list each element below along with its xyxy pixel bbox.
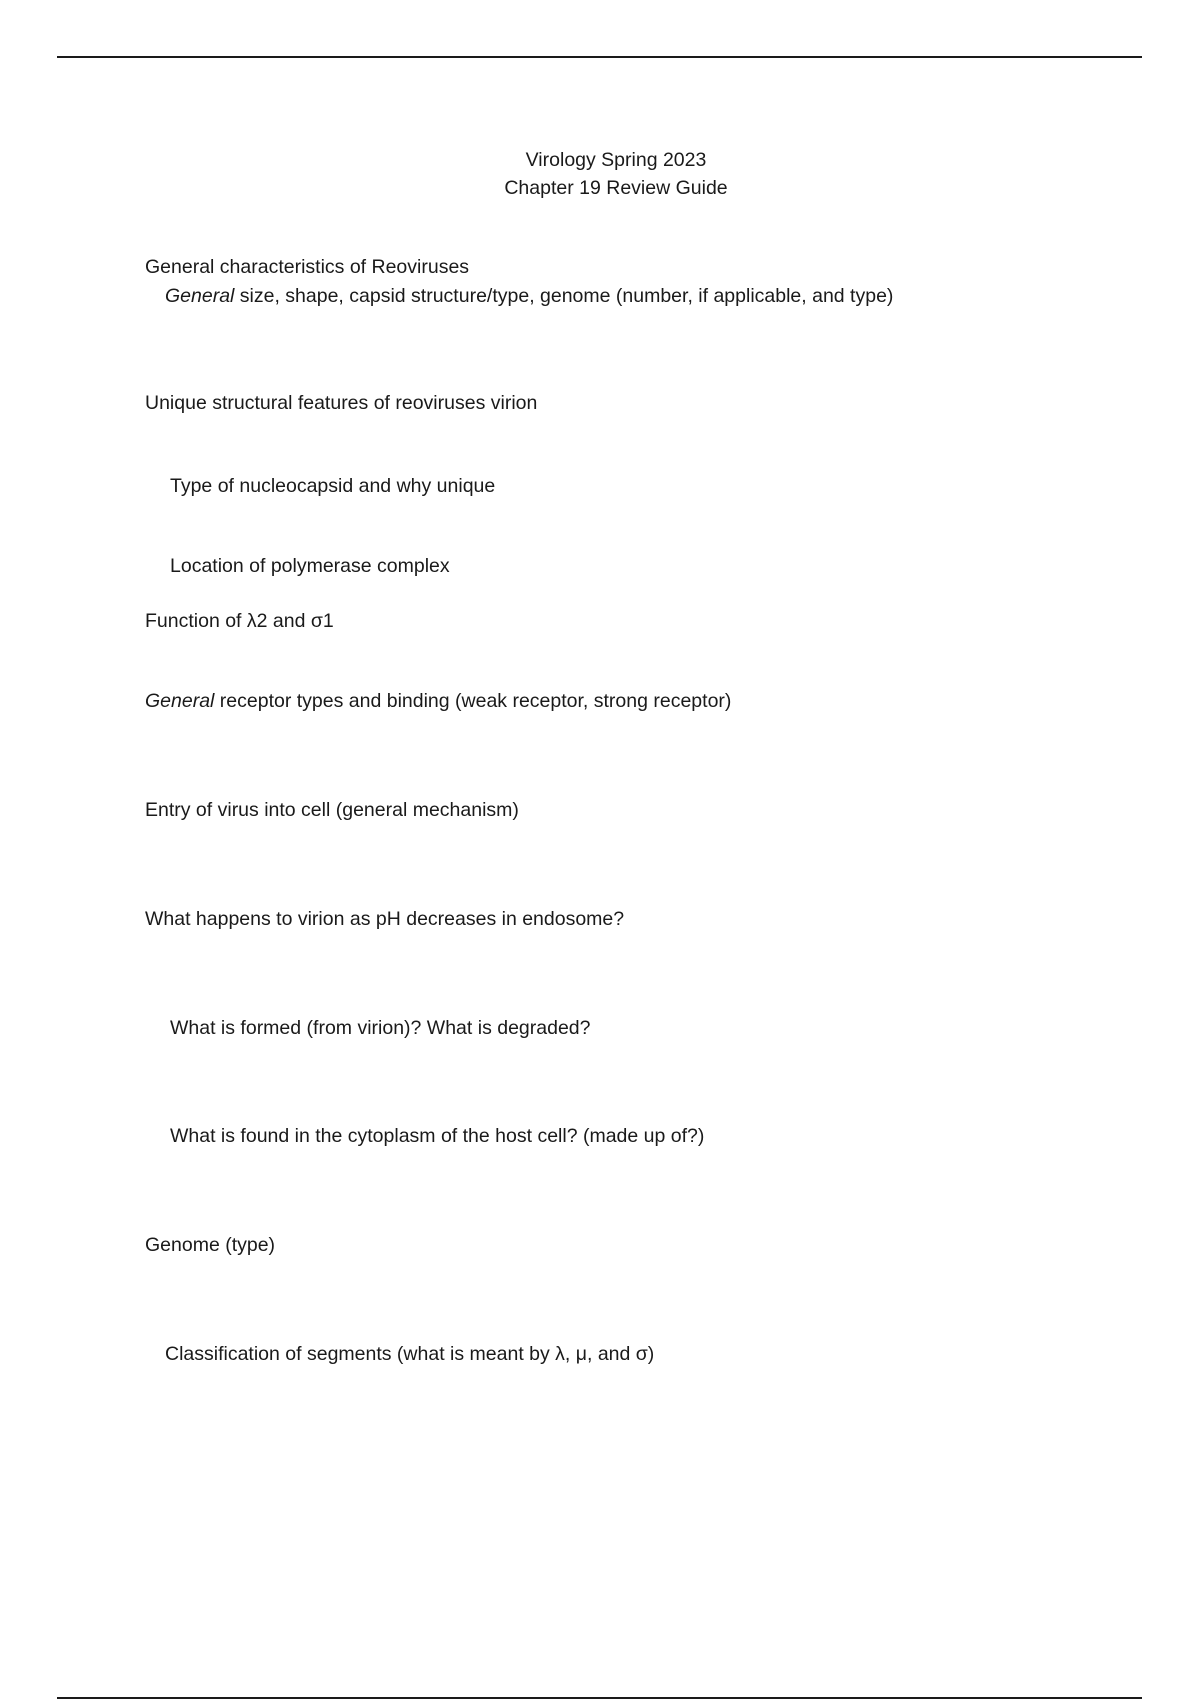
polymerase-location-item: Location of polymerase complex xyxy=(170,555,450,577)
unique-structural-heading: Unique structural features of reoviruses virion xyxy=(145,392,538,414)
general-size-italic: General xyxy=(165,285,235,307)
cytoplasm-item: What is found in the cytoplasm of the host cell? (made up of?) xyxy=(170,1125,705,1147)
genome-type-heading: Genome (type) xyxy=(145,1234,276,1256)
formed-degraded-item: What is formed (from virion)? What is degraded? xyxy=(170,1017,591,1039)
receptor-italic: General xyxy=(145,690,215,712)
entry-heading: Entry of virus into cell (general mechanism) xyxy=(145,799,519,821)
ph-endosome-heading: What happens to virion as pH decreases in endosome? xyxy=(145,908,625,930)
chapter-title: Chapter 19 Review Guide xyxy=(504,177,728,199)
course-title: Virology Spring 2023 xyxy=(525,149,707,171)
function-lambda-sigma-heading: Function of λ2 and σ1 xyxy=(145,610,334,632)
footer-rule xyxy=(57,1697,1142,1699)
nucleocapsid-item: Type of nucleocapsid and why unique xyxy=(170,475,496,497)
general-size-line xyxy=(165,284,893,308)
general-characteristics-heading: General characteristics of Reoviruses xyxy=(145,256,470,278)
segments-item: Classification of segments (what is meant by λ, μ, and σ) xyxy=(165,1343,655,1365)
document-title-block xyxy=(0,146,1200,202)
general-size-text: size, shape, capsid structure/type, genome (number, if applicable, and type) xyxy=(234,285,894,307)
header-rule xyxy=(57,56,1142,58)
receptor-line xyxy=(145,689,731,713)
receptor-text: receptor types and binding (weak receptor, strong receptor) xyxy=(214,690,732,712)
